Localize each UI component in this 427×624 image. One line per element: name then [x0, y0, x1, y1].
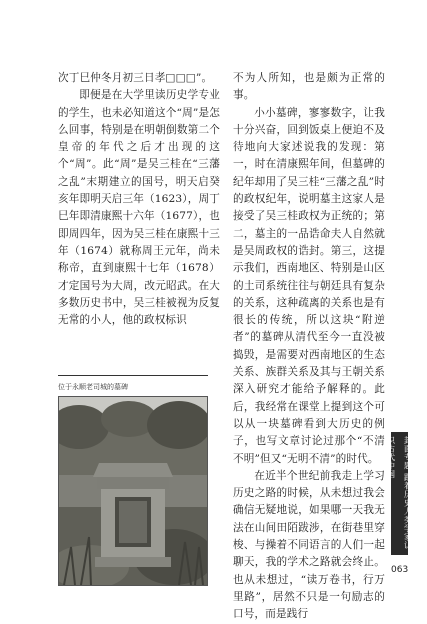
left-paragraph-main: 即便是在大学里读历史学专业的学生，也未必知道这个“周”是怎么回事，特别是在明朝倒数第二个皇帝的年代之后才出现的这个“周”。此“周”是吴三桂在“三藩之乱”末期建立的国号，明天启癸亥年即明天启三年（1623），周丁巳年即清康熙十六年（1677），也即周四年，因为吴三桂在康熙十三年（1674）就称周王元年，尚未称帝，直到康熙十七年（1678）才定国号为大周，改元昭武。在大多数历史书中，吴三桂被视为反复无常的小人，他的政权标识: [58, 89, 220, 327]
left-paragraph-continued: 次丁巳仲冬月初三日孝□□□”。: [58, 72, 213, 84]
right-paragraph-discovery: 小小墓碑，寥寥数字，让我十分兴奋，回到饭桌上便迫不及待地向大家述说我的发现：第一，时在清康熙年间，但墓碑的纪年却用了吴三桂“三藩之乱”时的政权纪年，说明墓主这家人是接受了吴三桂政权为正统的；第二，墓主的一品诰命夫人自然就是吴周政权的诰封。第三，这提示我们，西南地区、特别是山区的土司系统往往与朝廷具有复杂的关系，这种疏离的关系也是有很长的传统，所以这块“附逆者”的墓碑从清代至今一直没被捣毁，是需要对西南地区的生态关系、族群关系及其与王朝关系深入研究才能给予解释的。此后，我经常在课堂上提到这个可以从一块墓碑看到大历史的例子，也写文章讨论过那个“不清不明”但又“无明不清”的时代。: [233, 106, 385, 465]
tomb-photo: [58, 396, 208, 586]
figure-caption: 位于永顺老司城的墓碑: [58, 383, 128, 391]
sidebar-label: 封面专题 跟着历史人类学家认识古代中国: [386, 436, 413, 550]
left-text-column: [58, 70, 220, 329]
figure-top-rule: [58, 375, 208, 376]
section-sidebar-tab: [386, 432, 413, 555]
page-number: 063: [391, 565, 409, 575]
right-paragraph-continued: 不为人所知，也是颇为正常的事。: [233, 72, 385, 102]
right-paragraph-reflection: 在近半个世纪前我走上学习历史之路的时候，从未想过我会确信无疑地说，如果哪一天我无法在山间田陌跋涉，在街巷里穿梭、与操着不同语言的人们一起聊天，我的学术之路就会终止。也从未想过，“读万卷书，行万里路”，居然不只是一句励志的口号，而是践行: [233, 469, 385, 621]
figure: [58, 375, 208, 586]
right-text-column: [233, 70, 385, 624]
tomb-photo-illustration: [59, 397, 207, 585]
